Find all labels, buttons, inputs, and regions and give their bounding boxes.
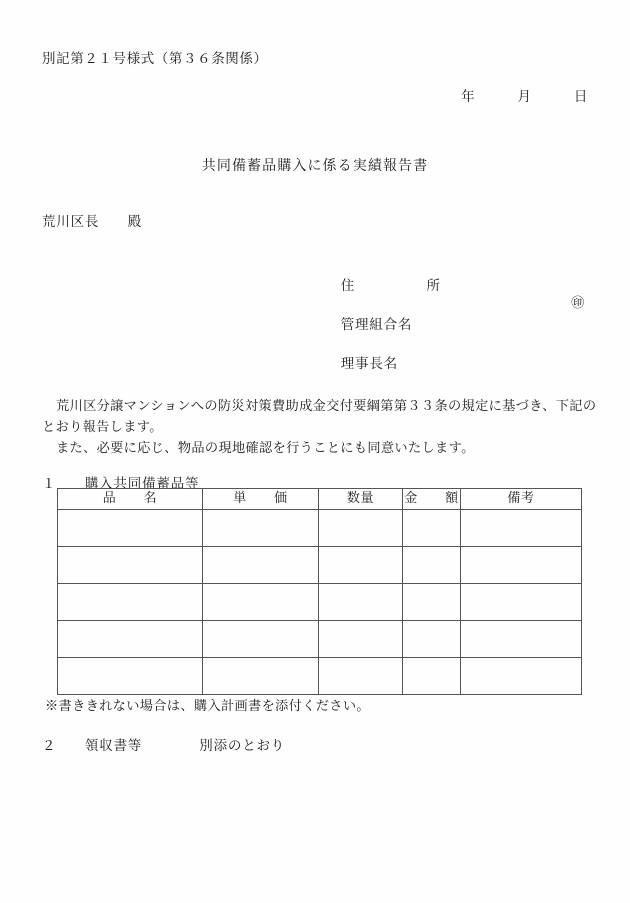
body-paragraph-2-text: また、必要に応じ、物品の現地確認を行うことにも同意いたします。 <box>56 441 475 456</box>
table-cell[interactable] <box>58 584 203 621</box>
table-cell[interactable] <box>58 510 203 547</box>
column-header-quantity: 数量 <box>319 489 403 510</box>
table-cell[interactable] <box>403 584 461 621</box>
goods-table-wrapper <box>57 488 581 695</box>
table-cell[interactable] <box>319 658 403 695</box>
page-title: 共同備蓄品購入に係る実績報告書 <box>201 158 429 174</box>
table-cell[interactable] <box>461 547 582 584</box>
table-cell[interactable] <box>319 584 403 621</box>
table-cell[interactable] <box>461 510 582 547</box>
seal-icon: ㊞ <box>571 296 585 311</box>
table-cell[interactable] <box>203 510 319 547</box>
date-line: 年 月 日 <box>461 89 588 105</box>
body-paragraph-1 <box>42 396 608 438</box>
table-cell[interactable] <box>203 547 319 584</box>
column-header-amount: 金 額 <box>403 489 461 510</box>
goods-table-body <box>58 510 582 695</box>
column-header-remarks: 備考 <box>461 489 582 510</box>
address-field-row <box>300 258 585 297</box>
column-header-item-name: 品 名 <box>58 489 203 510</box>
signature-block <box>300 258 585 375</box>
table-row <box>58 621 582 658</box>
table-row <box>58 658 582 695</box>
table-cell[interactable] <box>203 621 319 658</box>
body-paragraph-2 <box>42 438 608 459</box>
table-cell[interactable] <box>319 510 403 547</box>
table-cell[interactable] <box>58 621 203 658</box>
chairman-field-row <box>300 336 585 375</box>
form-number: 別記第２１号様式（第３６条関係） <box>42 51 268 67</box>
column-header-unit-price: 単 価 <box>203 489 319 510</box>
address-label: 住 所 <box>340 278 441 294</box>
table-cell[interactable] <box>319 621 403 658</box>
table-row <box>58 510 582 547</box>
association-label: 管理組合名 <box>340 317 413 333</box>
body-paragraph-1-text: 荒川区分譲マンションへの防災対策費助成金交付要綱第第３３条の規定に基づき、下記のとおり報告します。 <box>42 399 597 435</box>
table-row <box>58 584 582 621</box>
goods-table <box>57 488 582 695</box>
table-cell[interactable] <box>461 584 582 621</box>
section-2-heading: ２ 領収書等 別添のとおり <box>42 738 286 754</box>
table-cell[interactable] <box>203 584 319 621</box>
table-cell[interactable] <box>203 658 319 695</box>
addressee: 荒川区長 殿 <box>42 214 143 230</box>
table-header-row <box>58 489 582 510</box>
table-cell[interactable] <box>403 547 461 584</box>
chairman-label: 理事長名 <box>340 356 398 372</box>
association-field-row <box>300 297 585 336</box>
table-cell[interactable] <box>58 658 203 695</box>
table-cell[interactable] <box>403 510 461 547</box>
section-1-heading: １ 購入共同備蓄品等 <box>42 476 200 492</box>
table-cell[interactable] <box>403 658 461 695</box>
table-cell[interactable] <box>403 621 461 658</box>
table-cell[interactable] <box>319 547 403 584</box>
table-cell[interactable] <box>461 658 582 695</box>
table-note: ※書ききれない場合は、購入計画書を添付ください。 <box>45 699 370 714</box>
table-row <box>58 547 582 584</box>
table-cell[interactable] <box>58 547 203 584</box>
table-cell[interactable] <box>461 621 582 658</box>
